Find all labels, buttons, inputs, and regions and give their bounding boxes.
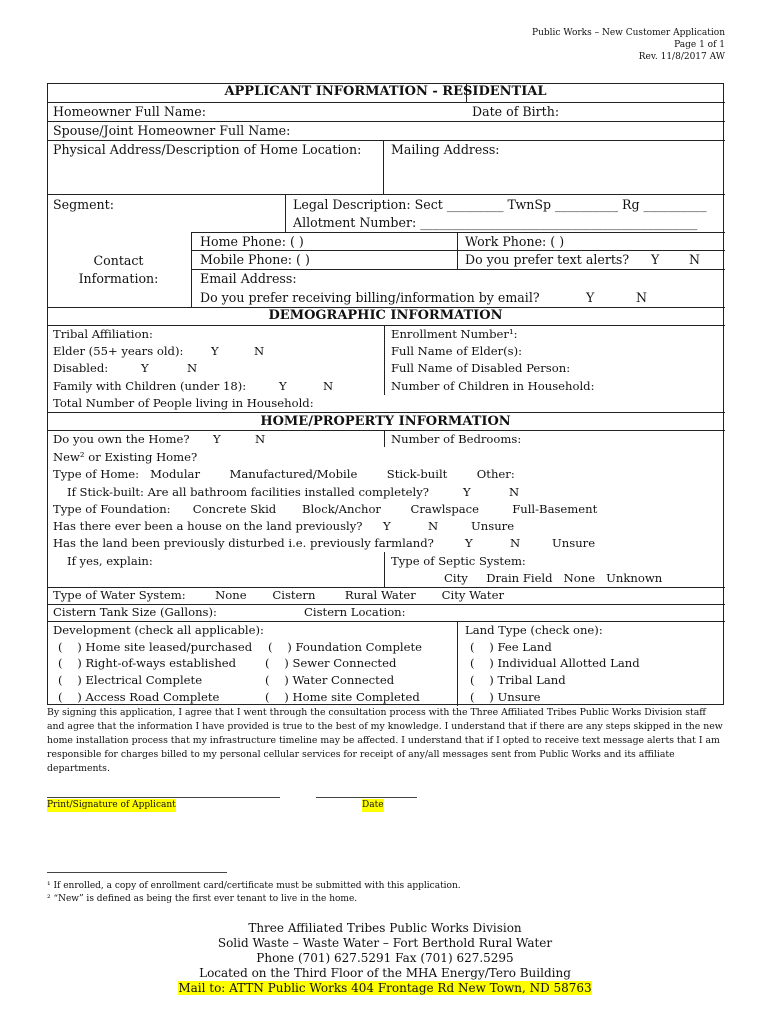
signature-label: Print/Signature of Applicant [47, 800, 176, 810]
dev-checkbox-home-site[interactable]: ( ) Home site leased/purchased [58, 640, 253, 654]
dev-checkbox-home-site-completed[interactable]: ( ) Home site Completed [265, 690, 420, 704]
billing-email-question: Do you prefer receiving billing/information by email? [200, 290, 540, 305]
footer-org: Three Affiliated Tribes Public Works Division [248, 921, 522, 935]
agreement-text: By signing this application, I agree that I went through the consultation process with the Three Affiliated Tribes Public Works Division staff and agree that the information I have provided is true to the best of my knowledge. I understand that if there are any steps skipped in the new home installation process that my infrastructure timeline may be affected. I understand that if I opted to receive text message alerts that I am responsible for charges billed to my personal cellular services for receipt of any/all messages sent from Public Works and its affiliate departments. [47, 707, 723, 774]
footer-mail-to: Mail to: ATTN Public Works 404 Frontage Rd New Town, ND 58763 [178, 981, 592, 995]
disabled-name-field[interactable]: Full Name of Disabled Person: [391, 361, 571, 375]
disturbed-question: Has the land been previously disturbed i.e. previously farmland? [53, 536, 434, 550]
divider [384, 552, 385, 587]
divider [384, 325, 385, 395]
divider [48, 102, 725, 103]
date-label: Date [362, 800, 384, 810]
own-home-question: Do you own the Home? [53, 432, 190, 446]
cistern-size-field[interactable]: Cistern Tank Size (Gallons): [53, 605, 217, 619]
work-phone-field[interactable]: Work Phone: ( ) [465, 234, 565, 249]
new-existing-question: New² or Existing Home? [53, 450, 198, 464]
divider [191, 269, 725, 270]
divider [191, 250, 725, 251]
divider [457, 621, 458, 706]
own-no-option[interactable]: N [255, 432, 266, 446]
text-alerts-yes-option[interactable]: Y [651, 252, 660, 267]
house-unsure-option[interactable]: Unsure [471, 519, 515, 533]
billing-email-no-option[interactable]: N [636, 290, 648, 305]
divider [383, 140, 384, 194]
elder-no-option[interactable]: N [254, 344, 265, 358]
stick-yes-option[interactable]: Y [463, 485, 471, 499]
text-alerts-question: Do you prefer text alerts? [465, 252, 630, 267]
septic-label: Type of Septic System: [391, 554, 526, 568]
mailing-address-field[interactable]: Mailing Address: [391, 142, 500, 157]
dev-checkbox-foundation[interactable]: ( ) Foundation Complete [268, 640, 422, 654]
septic-options[interactable]: City Drain Field None Unknown [444, 571, 663, 585]
dob-field[interactable]: Date of Birth: [472, 104, 560, 119]
section-title-demographic: DEMOGRAPHIC INFORMATION [268, 308, 503, 323]
land-checkbox-fee[interactable]: ( ) Fee Land [470, 640, 552, 654]
own-yes-option[interactable]: Y [213, 432, 221, 446]
if-yes-explain-field[interactable]: If yes, explain: [67, 554, 153, 568]
cistern-location-field[interactable]: Cistern Location: [304, 605, 406, 619]
divider [48, 412, 725, 413]
house-yes-option[interactable]: Y [383, 519, 391, 533]
dev-checkbox-electrical[interactable]: ( ) Electrical Complete [58, 673, 203, 687]
section-title-property: HOME/PROPERTY INFORMATION [260, 414, 511, 429]
section-title-applicant: APPLICANT INFORMATION - RESIDENTIAL [224, 84, 547, 99]
legal-description-field[interactable]: Legal Description: Sect _________ TwnSp __________ Rg __________ [293, 197, 707, 212]
development-label: Development (check all applicable): [53, 623, 264, 637]
family-no-option[interactable]: N [323, 379, 334, 393]
text-alerts-no-option[interactable]: N [689, 252, 701, 267]
land-checkbox-tribal[interactable]: ( ) Tribal Land [470, 673, 566, 687]
physical-address-field[interactable]: Physical Address/Description of Home Location: [53, 142, 362, 157]
header-title: Public Works – New Customer Application [532, 28, 725, 38]
tribal-affiliation-field[interactable]: Tribal Affiliation: [53, 327, 153, 341]
divider [191, 232, 192, 307]
header-revision: Rev. 11/8/2017 AW [638, 52, 725, 62]
disabled-question: Disabled: [53, 361, 109, 375]
stick-built-question: If Stick-built: Are all bathroom facilities installed completely? [67, 485, 429, 499]
divider [48, 325, 725, 326]
footnote-separator [47, 872, 227, 873]
footnote-2: ² “New” is defined as being the first ever tenant to live in the home. [47, 894, 358, 904]
elder-question: Elder (55+ years old): [53, 344, 184, 358]
house-no-option[interactable]: N [428, 519, 439, 533]
billing-email-yes-option[interactable]: Y [586, 290, 595, 305]
foundation-options[interactable]: Type of Foundation: Concrete Skid Block/Anchor Crawlspace Full-Basement [53, 502, 598, 516]
family-yes-option[interactable]: Y [279, 379, 287, 393]
disturbed-unsure-option[interactable]: Unsure [552, 536, 596, 550]
disturbed-no-option[interactable]: N [510, 536, 521, 550]
disabled-no-option[interactable]: N [187, 361, 198, 375]
spouse-name-field[interactable]: Spouse/Joint Homeowner Full Name: [53, 123, 291, 138]
header-page: Page 1 of 1 [674, 40, 725, 50]
divider [48, 621, 725, 622]
land-type-label: Land Type (check one): [465, 623, 603, 637]
divider [48, 121, 725, 122]
divider [384, 430, 385, 447]
family-children-question: Family with Children (under 18): [53, 379, 247, 393]
children-count-field[interactable]: Number of Children in Household: [391, 379, 595, 393]
stick-no-option[interactable]: N [509, 485, 520, 499]
elder-yes-option[interactable]: Y [211, 344, 219, 358]
divider [285, 194, 286, 232]
footer-location: Located on the Third Floor of the MHA Energy/Tero Building [199, 966, 571, 980]
allotment-number-field[interactable]: Allotment Number: ____________________________________________ [293, 215, 698, 230]
footnote-1: ¹ If enrolled, a copy of enrollment card/certificate must be submitted with this application. [47, 881, 461, 891]
dev-checkbox-access-road[interactable]: ( ) Access Road Complete [58, 690, 220, 704]
home-phone-field[interactable]: Home Phone: ( ) [200, 234, 304, 249]
house-before-question: Has there ever been a house on the land previously? [53, 519, 363, 533]
bedrooms-field[interactable]: Number of Bedrooms: [391, 432, 522, 446]
land-checkbox-allotted[interactable]: ( ) Individual Allotted Land [470, 656, 640, 670]
footer-phone: Phone (701) 627.5291 Fax (701) 627.5295 [256, 951, 514, 965]
email-field[interactable]: Email Address: [200, 271, 297, 286]
elder-name-field[interactable]: Full Name of Elder(s): [391, 344, 523, 358]
dev-checkbox-sewer[interactable]: ( ) Sewer Connected [265, 656, 397, 670]
dev-checkbox-right-of-ways[interactable]: ( ) Right-of-ways established [58, 656, 237, 670]
footer-divisions: Solid Waste – Waste Water – Fort Berthold Rural Water [217, 936, 553, 950]
homeowner-name-field[interactable]: Homeowner Full Name: [53, 104, 206, 119]
disabled-yes-option[interactable]: Y [141, 361, 149, 375]
header-block [532, 27, 725, 63]
signature-line[interactable] [47, 797, 280, 798]
divider [457, 232, 458, 269]
contact-label: Contact Information: [78, 253, 159, 286]
land-checkbox-unsure[interactable]: ( ) Unsure [470, 690, 541, 704]
enrollment-number-field[interactable]: Enrollment Number¹: [391, 327, 518, 341]
date-line[interactable] [316, 797, 417, 798]
divider [191, 232, 725, 233]
divider [48, 430, 725, 431]
disturbed-yes-option[interactable]: Y [465, 536, 473, 550]
divider [48, 140, 725, 141]
total-people-field[interactable]: Total Number of People living in Household: [53, 396, 314, 410]
dev-checkbox-water[interactable]: ( ) Water Connected [265, 673, 395, 687]
segment-field[interactable]: Segment: [53, 197, 114, 212]
divider [48, 194, 725, 195]
footer-block [0, 921, 770, 996]
home-type-options[interactable]: Type of Home: Modular Manufactured/Mobile Stick-built Other: [53, 467, 515, 481]
mobile-phone-field[interactable]: Mobile Phone: ( ) [200, 252, 310, 267]
water-system-options[interactable]: Type of Water System: None Cistern Rural Water City Water [53, 588, 504, 602]
